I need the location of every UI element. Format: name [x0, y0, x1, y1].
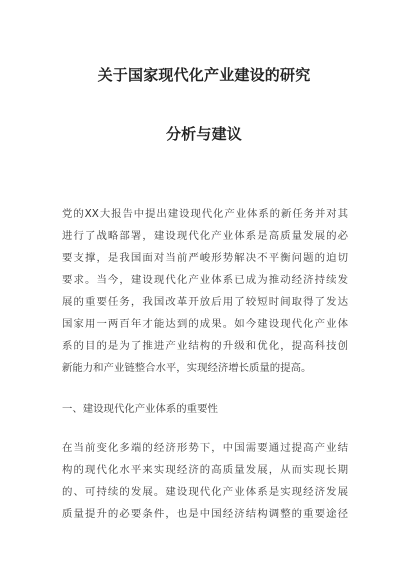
- paragraph-line: 的、可持续的发展。建设现代化产业体系是实现经济发展: [62, 486, 348, 498]
- paragraph-line: 国家用一两百年才能达到的成果。如今建设现代化产业体: [62, 318, 348, 330]
- paragraph-line: 在当前变化多端的经济形势下，中国需要通过提高产业结: [62, 442, 348, 454]
- paragraph-line: 要求。当今，建设现代化产业体系已成为推动经济持续发: [62, 274, 348, 286]
- paragraph-line: 构的现代化水平来实现经济的高质量发展，从而实现长期: [62, 464, 348, 476]
- paragraph-line: 质量提升的必要条件，也是中国经济结构调整的重要途径: [62, 508, 348, 520]
- body-paragraph-2: [62, 437, 348, 525]
- document-title-line-2: 分析与建议: [165, 125, 242, 143]
- paragraph-line: 系的目的是为了推进产业结构的升级和优化，提高科技创: [62, 340, 348, 352]
- paragraph-line: 要支撑，是我国面对当前严峻形势解决不平衡问题的迫切: [62, 252, 348, 264]
- paragraph-line: 进行了战略部署，建设现代化产业体系是高质量发展的必: [62, 230, 348, 242]
- paragraph-line: 展的重要任务，我国改革开放后用了较短时间取得了发达: [62, 296, 348, 308]
- section-heading-1: 一、建设现代化产业体系的重要性: [62, 403, 218, 415]
- paragraph-line: 新能力和产业链整合水平，实现经济增长质量的提高。: [62, 362, 312, 374]
- paragraph-line: 党的XX大报告中提出建设现代化产业体系的新任务并对其: [62, 208, 348, 220]
- body-paragraph-1: [62, 203, 348, 379]
- document-title-line-1: 关于国家现代化产业建设的研究: [97, 66, 311, 84]
